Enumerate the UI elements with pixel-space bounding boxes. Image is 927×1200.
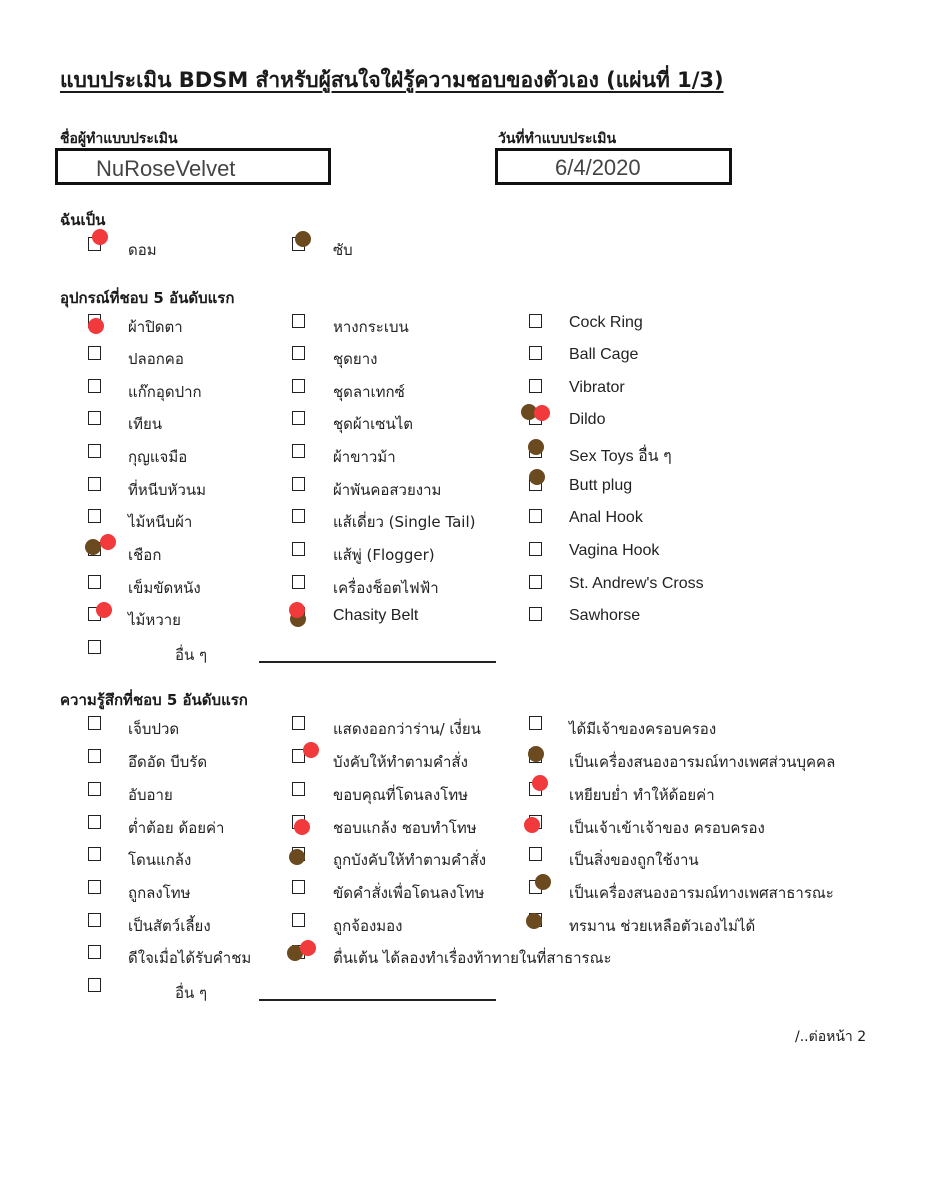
feeling-label: เป็นสิ่งของถูกใช้งาน bbox=[569, 851, 699, 869]
equipment-checkbox[interactable] bbox=[292, 379, 305, 393]
feeling-checkbox[interactable] bbox=[88, 815, 101, 829]
feeling-label: เจ็บปวด bbox=[128, 720, 180, 738]
equipment-label: Cock Ring bbox=[569, 314, 643, 331]
equipment-label: หางกระเบน bbox=[333, 318, 409, 336]
page-title: แบบประเมิน BDSM สำหรับผู้สนใจใฝ่รู้ความชอบของตัวเอง (แผ่นที่ 1/3) bbox=[60, 68, 724, 92]
equipment-label: Anal Hook bbox=[569, 509, 643, 526]
feeling-checkbox[interactable] bbox=[292, 782, 305, 796]
selection-mark bbox=[303, 742, 319, 758]
equipment-label: แส้เดี่ยว (Single Tail) bbox=[333, 513, 476, 531]
assessment-date-label: วันที่ทำแบบประเมิน bbox=[498, 131, 617, 147]
equipment-checkbox[interactable] bbox=[529, 542, 542, 556]
feeling-label: แสดงออกว่าร่าน/ เงี่ยน bbox=[333, 720, 481, 738]
feeling-checkbox[interactable] bbox=[88, 945, 101, 959]
equipment-label: แก๊กอุดปาก bbox=[128, 383, 202, 401]
equipment-label: ที่หนีบหัวนม bbox=[128, 481, 207, 499]
selection-mark bbox=[528, 746, 544, 762]
feeling-label: เหยียบย่ำ ทำให้ด้อยค่า bbox=[569, 786, 715, 804]
equipment-checkbox[interactable] bbox=[292, 575, 305, 589]
selection-mark bbox=[535, 874, 551, 890]
feeling-label: โดนแกล้ง bbox=[128, 851, 192, 869]
equipment-heading: อุปกรณ์ที่ชอบ 5 อันดับแรก bbox=[60, 289, 235, 307]
equipment-label: ชุดลาเทกซ์ bbox=[333, 383, 405, 401]
feeling-label: บังคับให้ทำตามคำสั่ง bbox=[333, 753, 468, 771]
feeling-label: ดีใจเมื่อได้รับคำชม bbox=[128, 949, 252, 967]
assessor-name-field[interactable] bbox=[55, 148, 331, 185]
feeling-checkbox[interactable] bbox=[88, 847, 101, 861]
equipment-checkbox[interactable] bbox=[88, 379, 101, 393]
equipment-checkbox[interactable] bbox=[88, 575, 101, 589]
equipment-label: ชุดยาง bbox=[333, 350, 378, 368]
equipment-label: เข็มขัดหนัง bbox=[128, 579, 201, 597]
equipment-label: Chasity Belt bbox=[333, 607, 419, 624]
selection-mark bbox=[96, 602, 112, 618]
selection-mark bbox=[300, 940, 316, 956]
selection-mark bbox=[532, 775, 548, 791]
equipment-label: ผ้าปิดตา bbox=[128, 318, 183, 336]
selection-mark bbox=[524, 817, 540, 833]
feeling-label: เป็นสัตว์เลี้ยง bbox=[128, 917, 211, 935]
equipment-label: ไม้หวาย bbox=[128, 611, 181, 629]
equipment-checkbox[interactable] bbox=[88, 346, 101, 360]
feeling-checkbox[interactable] bbox=[88, 716, 101, 730]
equipment-other-input-line[interactable] bbox=[259, 661, 496, 663]
assessment-date-value: 6/4/2020 bbox=[555, 155, 641, 180]
equipment-label: Dildo bbox=[569, 411, 606, 428]
equipment-checkbox[interactable] bbox=[529, 379, 542, 393]
feeling-label: ขัดคำสั่งเพื่อโดนลงโทษ bbox=[333, 884, 485, 902]
equipment-checkbox[interactable] bbox=[529, 575, 542, 589]
equipment-checkbox[interactable] bbox=[292, 346, 305, 360]
equipment-checkbox[interactable] bbox=[529, 607, 542, 621]
equipment-checkbox[interactable] bbox=[292, 477, 305, 491]
equipment-label: เครื่องช็อตไฟฟ้า bbox=[333, 579, 439, 597]
equipment-label: ไม้หนีบผ้า bbox=[128, 513, 193, 531]
equipment-checkbox[interactable] bbox=[292, 411, 305, 425]
feeling-checkbox[interactable] bbox=[88, 782, 101, 796]
equipment-checkbox[interactable] bbox=[292, 444, 305, 458]
selection-mark bbox=[92, 229, 108, 245]
role-label-dom: ดอม bbox=[128, 241, 157, 259]
equipment-label: ปลอกคอ bbox=[128, 350, 184, 368]
feeling-label: เป็นเจ้าเข้าเจ้าของ ครอบครอง bbox=[569, 819, 765, 837]
selection-mark bbox=[528, 439, 544, 455]
feeling-checkbox[interactable] bbox=[529, 716, 542, 730]
equipment-checkbox[interactable] bbox=[88, 477, 101, 491]
feelings-other-label: อื่น ๆ bbox=[175, 984, 208, 1002]
equipment-checkbox[interactable] bbox=[529, 509, 542, 523]
feeling-label: เป็นเครื่องสนองอารมณ์ทางเพศส่วนบุคคล bbox=[569, 753, 836, 771]
feeling-label: อับอาย bbox=[128, 786, 173, 804]
equipment-label: Vibrator bbox=[569, 379, 625, 396]
feeling-label: ได้มีเจ้าของครอบครอง bbox=[569, 720, 717, 738]
equipment-label: St. Andrew's Cross bbox=[569, 575, 704, 592]
feeling-label: ตื่นเต้น ได้ลองทำเรื่องท้าทายในที่สาธารณะ bbox=[333, 949, 612, 967]
selection-mark bbox=[289, 602, 305, 618]
feelings-other-checkbox[interactable] bbox=[88, 978, 101, 992]
equipment-checkbox[interactable] bbox=[88, 411, 101, 425]
selection-mark bbox=[294, 819, 310, 835]
equipment-label: ผ้าพันคอสวยงาม bbox=[333, 481, 442, 499]
equipment-other-label: อื่น ๆ bbox=[175, 646, 208, 664]
equipment-label: ชุดผ้าเซนไต bbox=[333, 415, 413, 433]
selection-mark bbox=[529, 469, 545, 485]
selection-mark bbox=[534, 405, 550, 421]
equipment-label: กุญแจมือ bbox=[128, 448, 188, 466]
selection-mark bbox=[295, 231, 311, 247]
feeling-checkbox[interactable] bbox=[88, 749, 101, 763]
feeling-checkbox[interactable] bbox=[88, 913, 101, 927]
role-heading: ฉันเป็น bbox=[60, 211, 106, 229]
feeling-label: ถูกบังคับให้ทำตามคำสั่ง bbox=[333, 851, 487, 869]
feeling-label: ต่ำต้อย ด้อยค่า bbox=[128, 819, 225, 837]
equipment-label: Sawhorse bbox=[569, 607, 641, 624]
selection-mark bbox=[526, 913, 542, 929]
feeling-label: ขอบคุณที่โดนลงโทษ bbox=[333, 786, 469, 804]
equipment-label: ผ้าขาวม้า bbox=[333, 448, 396, 466]
equipment-label: เชือก bbox=[128, 546, 162, 564]
equipment-checkbox[interactable] bbox=[529, 314, 542, 328]
feeling-label: ถูกลงโทษ bbox=[128, 884, 191, 902]
feeling-label: ถูกจ้องมอง bbox=[333, 917, 403, 935]
equipment-label: Sex Toys อื่น ๆ bbox=[569, 448, 672, 465]
equipment-checkbox[interactable] bbox=[529, 346, 542, 360]
feeling-label: อึดอัด บีบรัด bbox=[128, 753, 208, 771]
role-label-sub: ซับ bbox=[333, 241, 353, 259]
feelings-heading: ความรู้สึกที่ชอบ 5 อันดับแรก bbox=[60, 691, 248, 709]
equipment-label: Vagina Hook bbox=[569, 542, 660, 559]
equipment-other-checkbox[interactable] bbox=[88, 640, 101, 654]
continued-note: /..ต่อหน้า 2 bbox=[795, 1029, 867, 1045]
selection-mark bbox=[100, 534, 116, 550]
feeling-label: เป็นเครื่องสนองอารมณ์ทางเพศสาธารณะ bbox=[569, 884, 834, 902]
equipment-checkbox[interactable] bbox=[292, 314, 305, 328]
feelings-other-input-line[interactable] bbox=[259, 999, 496, 1001]
equipment-label: Butt plug bbox=[569, 477, 633, 494]
equipment-checkbox[interactable] bbox=[292, 542, 305, 556]
feeling-checkbox[interactable] bbox=[88, 880, 101, 894]
feeling-label: ชอบแกล้ง ชอบทำโทษ bbox=[333, 819, 477, 837]
assessment-date-field[interactable] bbox=[495, 148, 732, 185]
selection-mark bbox=[85, 539, 101, 555]
equipment-label: Ball Cage bbox=[569, 346, 639, 363]
selection-mark bbox=[289, 849, 305, 865]
assessor-name-value: NuRoseVelvet bbox=[96, 156, 236, 181]
feeling-checkbox[interactable] bbox=[529, 847, 542, 861]
equipment-checkbox[interactable] bbox=[88, 509, 101, 523]
equipment-label: แส้พู่ (Flogger) bbox=[333, 546, 435, 564]
equipment-checkbox[interactable] bbox=[88, 444, 101, 458]
equipment-label: เทียน bbox=[128, 415, 163, 433]
equipment-checkbox[interactable] bbox=[292, 509, 305, 523]
feeling-checkbox[interactable] bbox=[292, 880, 305, 894]
selection-mark bbox=[88, 318, 104, 334]
feeling-checkbox[interactable] bbox=[292, 913, 305, 927]
feeling-checkbox[interactable] bbox=[292, 716, 305, 730]
assessor-name-label: ชื่อผู้ทำแบบประเมิน bbox=[60, 131, 178, 147]
feeling-label: ทรมาน ช่วยเหลือตัวเองไม่ได้ bbox=[569, 917, 756, 935]
